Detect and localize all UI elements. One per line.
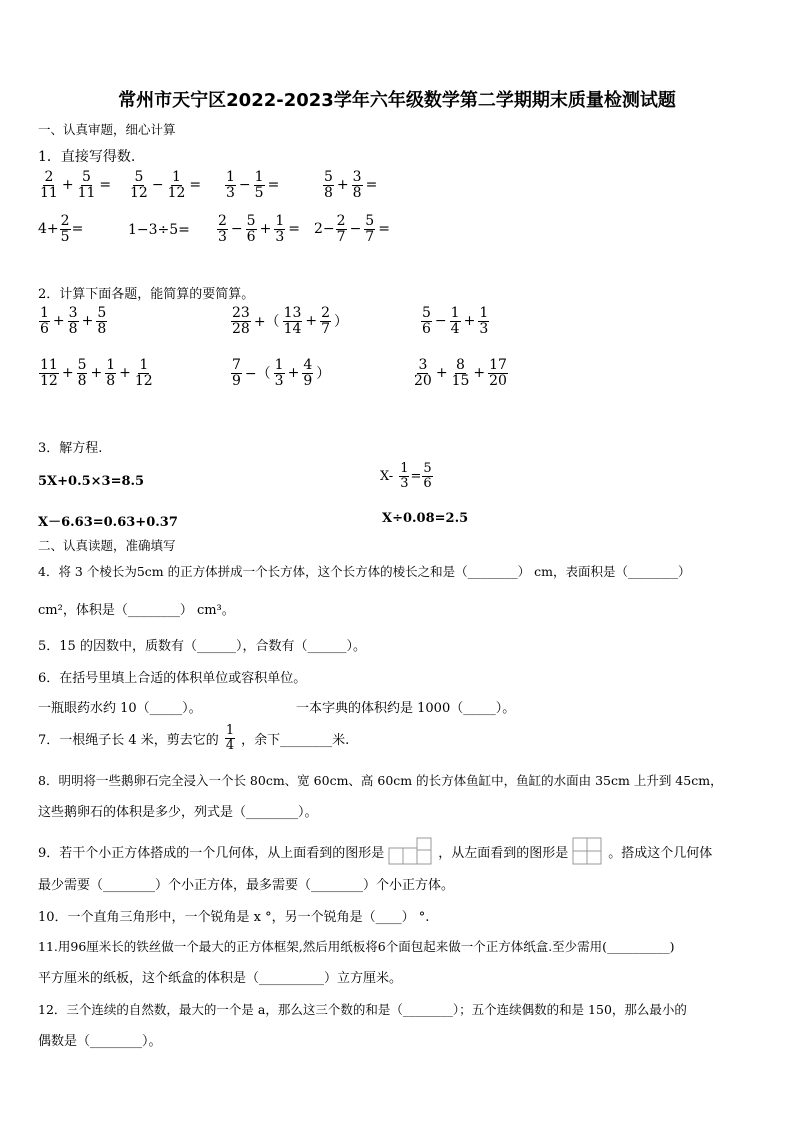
q2-expr-1: $\frac{1}{6}$ + $\frac{3}{8}$ + $\frac{5}{8}$ bbox=[40, 305, 107, 337]
left-view-figure bbox=[571, 836, 605, 866]
question-1-label: 1．直接写得数. bbox=[38, 149, 136, 165]
question-3-label: 3．解方程. bbox=[38, 441, 103, 456]
section-heading-2: 二、认真读题，准确填写 bbox=[38, 538, 176, 553]
page-title: 常州市天宁区2022-2023学年六年级数学第二学期期末质量检测试题 bbox=[118, 90, 676, 111]
question-11-line-1: 11.用96厘米长的铁丝做一个最大的正方体框架,然后用纸板将6个面包起来做一个正方体纸盒.至少需用(__________) bbox=[38, 939, 675, 954]
q2-expr-5: $\frac{7}{9}$ −（ $\frac{1}{3}$ + $\frac{4}{9}$ ） bbox=[232, 357, 331, 389]
question-11-line-2: 平方厘米的纸板，这个纸盒的体积是（__________）立方厘米。 bbox=[38, 971, 403, 986]
top-view-figure bbox=[387, 836, 435, 866]
q1-item-5: 4+ $\frac{2}{5}$ = bbox=[38, 213, 84, 245]
question-6-line-1: 6．在括号里填上合适的体积单位或容积单位。 bbox=[38, 671, 307, 686]
question-10: 10．一个直角三角形中，一个锐角是 x °，另一个锐角是（____） °. bbox=[38, 910, 430, 925]
question-8-line-2: 这些鹅卵石的体积是多少，列式是（________）。 bbox=[38, 805, 318, 820]
question-6-blank-a: 一瓶眼药水约 10（_____）。 bbox=[38, 701, 202, 716]
q1-item-7: $\frac{2}{3}$ − $\frac{5}{6}$ + $\frac{1}{3}$ = bbox=[218, 213, 300, 245]
q2-expr-4: $\frac{11}{12}$ + $\frac{5}{8}$ + $\frac{1}{8}$ + $\frac{1}{12}$ bbox=[40, 357, 153, 389]
question-6-blank-b: 一本字典的体积约是 1000（_____）。 bbox=[296, 701, 516, 716]
question-8-line-1: 8．明明将一些鹅卵石完全浸入一个长 80cm、宽 60cm、高 60cm 的长方体鱼缸中，鱼缸的水面由 35cm 上升到 45cm， bbox=[38, 773, 723, 788]
question-2-label: 2．计算下面各题，能简算的要简算。 bbox=[38, 287, 255, 302]
q3-equation-2: X- $\frac{1}{3}$ = $\frac{5}{6}$ bbox=[380, 461, 432, 491]
question-12-line-2: 偶数是（________）。 bbox=[38, 1034, 162, 1049]
q2-expr-2: $\frac{23}{28}$ +（ $\frac{13}{14}$ + $\frac{2}{7}$ ） bbox=[232, 305, 349, 337]
q1-item-3: $\frac{1}{3}$ − $\frac{1}{5}$ = bbox=[226, 169, 280, 201]
question-5: 5．15 的因数中，质数有（______），合数有（______）。 bbox=[38, 639, 366, 654]
question-9-line-2: 最少需要（________）个小正方体，最多需要（________）个小正方体。 bbox=[38, 878, 455, 893]
question-4-line-1: 4．将 3 个棱长为5cm 的正方体拼成一个长方体，这个长方体的棱长之和是（________） cm，表面积是（________） bbox=[38, 564, 691, 579]
question-4-line-2: cm²，体积是（________） cm³。 bbox=[38, 603, 235, 618]
q1-item-8: 2− $\frac{2}{7}$ − $\frac{5}{7}$ = bbox=[314, 213, 390, 245]
q2-expr-3: $\frac{5}{6}$ − $\frac{1}{4}$ + $\frac{1}{3}$ bbox=[422, 305, 489, 337]
q3-equation-3: X－6.63=0.63+0.37 bbox=[38, 515, 178, 530]
q2-expr-6: $\frac{3}{20}$ + $\frac{8}{15}$ + $\frac{17}{20}$ bbox=[414, 357, 507, 389]
question-7: 7．一根绳子长 4 米，剪去它的 $\frac{1}{4}$ ，余下________米. bbox=[38, 723, 350, 753]
q3-equation-4: X÷0.08=2.5 bbox=[382, 511, 469, 526]
q1-item-6: 1−3÷5= bbox=[128, 222, 190, 238]
section-heading-1: 一、认真审题，细心计算 bbox=[38, 122, 176, 137]
question-9-line-1: 9．若干个小正方体搭成的一个几何体，从上面看到的图形是 ，从左面看到的图形是 。搭成这个几何体 bbox=[38, 836, 712, 866]
question-12-line-1: 12．三个连续的自然数，最大的一个是 a，那么这三个数的和是（________）；五个连续偶数的和是 150，那么最小的 bbox=[38, 1002, 687, 1017]
q1-item-4: $\frac{5}{8}$ + $\frac{3}{8}$ = bbox=[324, 169, 378, 201]
q3-equation-1: 5X+0.5×3=8.5 bbox=[38, 474, 145, 489]
q1-item-1: $\frac{2}{11}$ + $\frac{5}{11}$ = bbox=[40, 169, 112, 201]
q1-item-2: $\frac{5}{12}$ − $\frac{1}{12}$ = bbox=[130, 169, 202, 201]
